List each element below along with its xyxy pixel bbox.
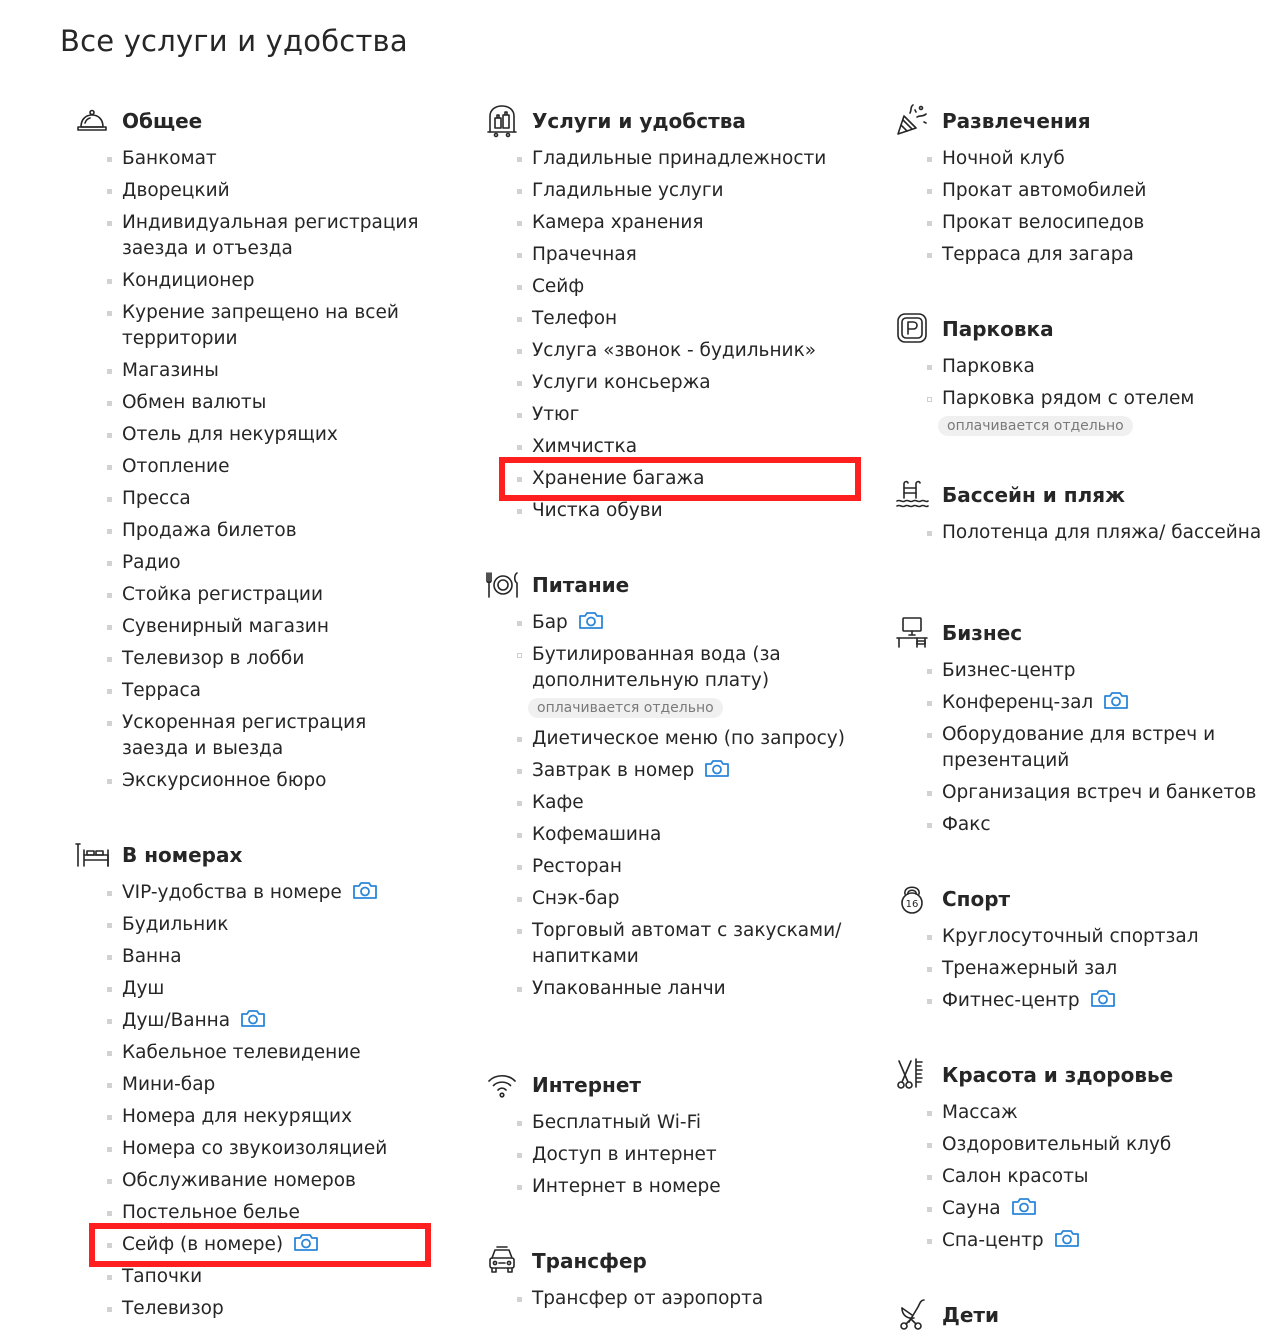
amenity-label: Сейф bbox=[532, 276, 585, 297]
amenity-item bbox=[942, 210, 1262, 236]
amenity-item bbox=[532, 1110, 852, 1136]
amenity-label: Услуга «звонок - будильник» bbox=[532, 340, 817, 361]
amenity-label: Прокат велосипедов bbox=[942, 212, 1145, 233]
category-title: Спорт bbox=[942, 887, 1011, 911]
amenity-item bbox=[122, 944, 422, 970]
amenity-label: Химчистка bbox=[532, 436, 638, 457]
amenity-label: Постельное белье bbox=[122, 1202, 300, 1223]
car-icon bbox=[484, 1242, 520, 1278]
amenity-label: Душ/Ванна bbox=[122, 1010, 231, 1031]
amenity-label: Бар bbox=[532, 612, 568, 633]
amenity-label: Услуги консьержа bbox=[532, 372, 711, 393]
amenity-list bbox=[942, 924, 1262, 1014]
svg-text:16: 16 bbox=[905, 899, 919, 910]
highlight-box bbox=[499, 457, 861, 501]
amenity-item bbox=[122, 768, 422, 794]
amenity-label: Салон красоты bbox=[942, 1166, 1089, 1187]
amenity-label: Экскурсионное бюро bbox=[122, 770, 327, 791]
amenity-label: Снэк-бар bbox=[532, 888, 620, 909]
amenity-label: Банкомат bbox=[122, 148, 217, 169]
amenity-list bbox=[122, 146, 422, 794]
amenity-item bbox=[942, 924, 1262, 950]
amenity-item bbox=[122, 1104, 422, 1130]
amenity-list bbox=[532, 1286, 852, 1312]
category-title: Интернет bbox=[532, 1073, 642, 1097]
amenity-item bbox=[122, 582, 422, 608]
camera-icon[interactable] bbox=[1054, 1228, 1080, 1248]
amenity-label: Оздоровительный клуб bbox=[942, 1134, 1172, 1155]
amenity-item bbox=[532, 642, 852, 720]
amenity-item bbox=[532, 210, 852, 236]
amenity-item bbox=[122, 976, 422, 1002]
amenity-item bbox=[942, 812, 1262, 838]
amenity-label: Упакованные ланчи bbox=[532, 978, 726, 999]
amenity-label: Организация встреч и банкетов bbox=[942, 782, 1257, 803]
amenity-label: Конференц-зал bbox=[942, 692, 1094, 713]
amenity-item bbox=[532, 306, 852, 332]
highlight-box bbox=[89, 1223, 431, 1267]
amenity-item bbox=[942, 658, 1262, 684]
parking-icon bbox=[894, 310, 930, 346]
category-header bbox=[942, 108, 1262, 140]
camera-icon[interactable] bbox=[1011, 1196, 1037, 1216]
category-internet bbox=[532, 1072, 852, 1200]
amenity-item bbox=[122, 1264, 422, 1290]
amenity-list bbox=[532, 1110, 852, 1200]
amenity-label: Будильник bbox=[122, 914, 229, 935]
category-food bbox=[532, 572, 852, 1002]
camera-icon[interactable] bbox=[1103, 690, 1129, 710]
amenity-item bbox=[122, 146, 422, 172]
amenity-item bbox=[942, 178, 1262, 204]
category-kids bbox=[942, 1302, 1262, 1334]
amenity-item bbox=[942, 1132, 1262, 1158]
amenity-item bbox=[532, 854, 852, 880]
category-business bbox=[942, 620, 1262, 838]
pool-icon bbox=[894, 476, 930, 512]
amenity-label: Дворецкий bbox=[122, 180, 230, 201]
bell-icon bbox=[74, 102, 110, 138]
category-header bbox=[905, 886, 1262, 918]
amenity-item bbox=[532, 610, 852, 636]
camera-icon[interactable] bbox=[704, 758, 730, 778]
amenity-item bbox=[532, 370, 852, 396]
amenity-item bbox=[122, 678, 422, 704]
category-title: Бассейн и пляж bbox=[942, 483, 1125, 507]
amenity-label: Парковка рядом с отелем bbox=[942, 388, 1195, 409]
amenity-item bbox=[122, 358, 422, 384]
camera-icon[interactable] bbox=[578, 610, 604, 630]
amenity-label: Сувенирный магазин bbox=[122, 616, 329, 637]
amenity-label: Номера для некурящих bbox=[122, 1106, 353, 1127]
amenity-label: Камера хранения bbox=[532, 212, 704, 233]
amenity-item bbox=[532, 1286, 852, 1312]
amenity-label: Чистка обуви bbox=[532, 500, 663, 521]
amenity-label: Обмен валюты bbox=[122, 392, 267, 413]
category-title: Услуги и удобства bbox=[532, 109, 746, 133]
category-title: В номерах bbox=[122, 843, 243, 867]
amenity-item bbox=[532, 976, 852, 1002]
amenity-label: Фитнес-центр bbox=[942, 990, 1080, 1011]
amenity-item bbox=[942, 988, 1262, 1014]
camera-icon[interactable] bbox=[240, 1008, 266, 1028]
amenity-item bbox=[122, 1296, 422, 1322]
dining-icon bbox=[484, 566, 520, 602]
amenity-item bbox=[122, 614, 422, 640]
amenity-item bbox=[532, 402, 852, 428]
amenity-label: Хранение багажа bbox=[532, 468, 705, 489]
amenity-label: Ночной клуб bbox=[942, 148, 1065, 169]
amenity-label: Прокат автомобилей bbox=[942, 180, 1147, 201]
amenity-item bbox=[532, 758, 852, 784]
amenity-item bbox=[532, 726, 852, 752]
amenity-label: Мини-бар bbox=[122, 1074, 216, 1095]
amenity-item bbox=[532, 886, 852, 912]
amenity-item bbox=[942, 956, 1262, 982]
amenity-item bbox=[942, 1196, 1262, 1222]
amenity-item bbox=[122, 300, 422, 352]
amenity-label: Трансфер от аэропорта bbox=[532, 1288, 764, 1309]
category-title: Дети bbox=[942, 1303, 999, 1327]
kettlebell-icon bbox=[894, 880, 930, 916]
amenity-label: Полотенца для пляжа/ бассейна bbox=[942, 522, 1262, 543]
amenity-item bbox=[942, 1228, 1262, 1254]
amenity-label: Телефон bbox=[532, 308, 618, 329]
amenity-label: Массаж bbox=[942, 1102, 1018, 1123]
page-title: Все услуги и удобства bbox=[60, 24, 408, 58]
amenity-item bbox=[942, 1100, 1262, 1126]
amenity-item bbox=[122, 646, 422, 672]
amenity-label: Обслуживание номеров bbox=[122, 1170, 356, 1191]
amenity-item bbox=[942, 242, 1262, 268]
amenity-item bbox=[122, 178, 422, 204]
amenity-item bbox=[122, 486, 422, 512]
amenity-label: Отопление bbox=[122, 456, 230, 477]
amenity-item bbox=[942, 386, 1262, 438]
amenity-label: Кабельное телевидение bbox=[122, 1042, 361, 1063]
amenity-list bbox=[942, 146, 1262, 268]
amenity-list bbox=[532, 610, 852, 1002]
amenity-label: Индивидуальная регистрация заезда и отъезда bbox=[122, 212, 419, 259]
category-header bbox=[942, 482, 1262, 514]
amenity-label: Круглосуточный спортзал bbox=[942, 926, 1199, 947]
amenity-item bbox=[122, 268, 422, 294]
category-parking bbox=[942, 316, 1262, 438]
amenity-label: Факс bbox=[942, 814, 991, 835]
category-header bbox=[532, 572, 852, 604]
amenity-list bbox=[942, 354, 1262, 438]
amenity-item bbox=[122, 1040, 422, 1066]
category-title: Парковка bbox=[942, 317, 1054, 341]
amenity-label: Терраса для загара bbox=[942, 244, 1134, 265]
category-title: Бизнес bbox=[942, 621, 1023, 645]
amenity-label: Диетическое меню (по запросу) bbox=[532, 728, 845, 749]
category-header bbox=[532, 1248, 852, 1280]
amenity-item bbox=[122, 912, 422, 938]
amenity-label: Гладильные услуги bbox=[532, 180, 724, 201]
amenity-item bbox=[122, 1136, 422, 1162]
amenity-item bbox=[942, 690, 1262, 716]
amenity-label: Кондиционер bbox=[122, 270, 255, 291]
category-title: Трансфер bbox=[532, 1249, 647, 1273]
category-sport bbox=[905, 886, 1262, 1014]
amenity-label: Тапочки bbox=[122, 1266, 203, 1287]
amenity-item bbox=[942, 354, 1262, 380]
category-general bbox=[122, 108, 422, 794]
amenity-item bbox=[532, 274, 852, 300]
amenity-label: Радио bbox=[122, 552, 181, 573]
paid-separately-badge: оплачивается отдельно bbox=[528, 698, 723, 718]
category-header bbox=[942, 1062, 1262, 1094]
amenity-label: Ресторан bbox=[532, 856, 622, 877]
computer-desk-icon bbox=[894, 614, 930, 650]
amenity-item bbox=[122, 1168, 422, 1194]
amenity-label: Интернет в номере bbox=[532, 1176, 721, 1197]
amenity-label: Парковка bbox=[942, 356, 1035, 377]
amenity-item bbox=[122, 390, 422, 416]
amenity-label: Бесплатный Wi-Fi bbox=[532, 1112, 702, 1133]
amenity-item bbox=[532, 178, 852, 204]
amenity-list bbox=[942, 1100, 1262, 1254]
amenity-item bbox=[942, 520, 1262, 546]
category-pool bbox=[942, 482, 1262, 546]
scissors-icon bbox=[894, 1056, 930, 1092]
category-header bbox=[942, 1302, 1262, 1334]
amenity-label: Оборудование для встреч и презентаций bbox=[942, 724, 1216, 771]
amenity-label: Ускоренная регистрация заезда и выезда bbox=[122, 712, 367, 759]
category-header bbox=[942, 620, 1262, 652]
amenity-item bbox=[122, 1072, 422, 1098]
amenity-label: Торговый автомат с закусками/ напитками bbox=[532, 920, 842, 967]
amenity-item bbox=[122, 454, 422, 480]
category-transfer bbox=[532, 1248, 852, 1312]
amenity-item bbox=[532, 1142, 852, 1168]
amenity-item bbox=[532, 790, 852, 816]
amenity-label: Телевизор в лобби bbox=[122, 648, 305, 669]
amenity-item bbox=[122, 1008, 422, 1034]
amenity-label: Сауна bbox=[942, 1198, 1001, 1219]
category-title: Развлечения bbox=[942, 109, 1091, 133]
paid-separately-badge: оплачивается отдельно bbox=[938, 416, 1133, 436]
amenity-item bbox=[122, 880, 422, 906]
amenity-item bbox=[122, 710, 422, 762]
amenity-label: Магазины bbox=[122, 360, 219, 381]
amenity-item bbox=[122, 550, 422, 576]
camera-icon[interactable] bbox=[352, 880, 378, 900]
amenity-label: Кафе bbox=[532, 792, 584, 813]
bed-icon bbox=[74, 836, 110, 872]
amenity-label: Курение запрещено на всей территории bbox=[122, 302, 399, 349]
party-icon bbox=[894, 102, 930, 138]
amenity-label: VIP-удобства в номере bbox=[122, 882, 342, 903]
amenity-item bbox=[942, 780, 1262, 806]
amenity-item bbox=[122, 518, 422, 544]
amenity-item bbox=[532, 146, 852, 172]
category-header bbox=[942, 316, 1262, 348]
amenity-label: Сейф (в номере) bbox=[122, 1234, 284, 1255]
amenity-label: Доступ в интернет bbox=[532, 1144, 717, 1165]
amenity-label: Терраса bbox=[122, 680, 202, 701]
amenity-label: Гладильные принадлежности bbox=[532, 148, 827, 169]
amenity-item bbox=[532, 822, 852, 848]
luggage-cart-icon bbox=[484, 102, 520, 138]
amenity-item bbox=[532, 338, 852, 364]
category-header bbox=[532, 1072, 852, 1104]
amenity-item bbox=[532, 498, 852, 524]
category-beauty bbox=[942, 1062, 1262, 1254]
amenity-label: Утюг bbox=[532, 404, 580, 425]
amenity-label: Прачечная bbox=[532, 244, 637, 265]
amenity-label: Душ bbox=[122, 978, 165, 999]
amenity-item bbox=[532, 1174, 852, 1200]
amenity-item bbox=[122, 210, 422, 262]
category-header bbox=[122, 108, 422, 140]
amenity-label: Кофемашина bbox=[532, 824, 662, 845]
category-title: Питание bbox=[532, 573, 630, 597]
amenity-item bbox=[532, 242, 852, 268]
camera-icon[interactable] bbox=[1090, 988, 1116, 1008]
amenity-label: Стойка регистрации bbox=[122, 584, 323, 605]
amenity-item bbox=[942, 722, 1262, 774]
amenity-label: Пресса bbox=[122, 488, 191, 509]
amenity-label: Завтрак в номер bbox=[532, 760, 695, 781]
stroller-icon bbox=[894, 1296, 930, 1332]
category-entertainment bbox=[942, 108, 1262, 268]
amenity-label: Отель для некурящих bbox=[122, 424, 338, 445]
amenity-label: Бутилированная вода (за дополнительную плату) bbox=[532, 644, 781, 691]
amenity-list bbox=[942, 520, 1262, 546]
wifi-icon bbox=[484, 1066, 520, 1102]
amenity-item bbox=[942, 1164, 1262, 1190]
amenity-label: Номера со звукоизоляцией bbox=[122, 1138, 388, 1159]
amenity-label: Телевизор bbox=[122, 1298, 224, 1319]
category-header bbox=[532, 108, 852, 140]
amenity-label: Тренажерный зал bbox=[942, 958, 1118, 979]
amenity-item bbox=[532, 918, 852, 970]
amenity-list bbox=[942, 658, 1262, 838]
amenity-label: Спа-центр bbox=[942, 1230, 1044, 1251]
category-header bbox=[122, 842, 422, 874]
amenity-item bbox=[942, 146, 1262, 172]
category-title: Общее bbox=[122, 109, 203, 133]
amenity-label: Продажа билетов bbox=[122, 520, 297, 541]
amenity-label: Ванна bbox=[122, 946, 182, 967]
category-title: Красота и здоровье bbox=[942, 1063, 1174, 1087]
amenity-item bbox=[122, 422, 422, 448]
amenity-label: Бизнес-центр bbox=[942, 660, 1076, 681]
